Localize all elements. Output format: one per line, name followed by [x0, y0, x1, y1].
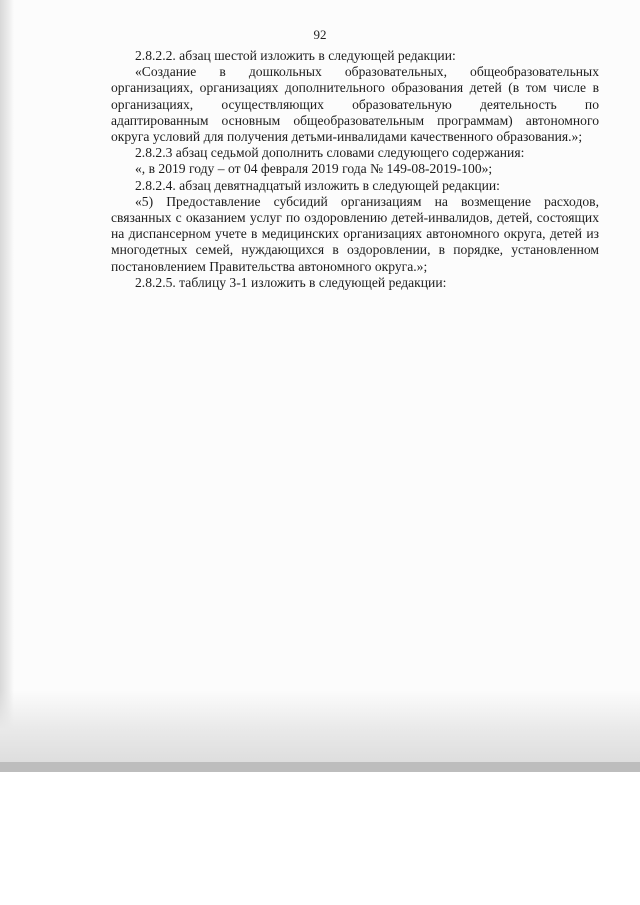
paragraph-2-8-2-2: 2.8.2.2. абзац шестой изложить в следующей редакции: [135, 48, 456, 63]
scan-bottom-border [0, 762, 640, 772]
scan-bottom-shadow [0, 690, 640, 762]
paragraph-2-8-2-5: 2.8.2.5. таблицу 3-1 изложить в следующей редакции: [135, 274, 447, 290]
page-number: 92 [313, 27, 327, 42]
paragraph-2-8-2-4: 2.8.2.4. абзац девятнадцатый изложить в следующей редакции: [135, 177, 500, 193]
paragraph-2-8-2-3: 2.8.2.3 абзац седьмой дополнить словами следующего содержания: [135, 145, 525, 161]
document-body [111, 48, 599, 291]
scan-left-edge [0, 0, 14, 762]
paragraph-quote-subsidies: «5) Предоставление субсидий организациям на возмещение расходов, связанных с оказанием услуг по оздоровлению детей-инвалидов, детей, состоящих на диспансерном учете в медицинских организациях автономного округа, детей из многодетных семей, нуждающихся в оздоровлении, в порядке, установленном постановлением Правительства автономного округа.»; [111, 193, 599, 274]
paragraph-quote-2019: «, в 2019 году – от 04 февраля 2019 года № 149-08-2019-100»; [135, 161, 493, 177]
paragraph-quote-creation: «Создание в дошкольных образовательных, общеобразовательных организациях, организациях дополнительного образования детей (в том числе в организациях, осуществляющих образовательную деятельность по адаптированным основным общеобразовательным программам) автономного округа условий для получения детьми-инвалидами качественного образования.»; [111, 64, 599, 145]
